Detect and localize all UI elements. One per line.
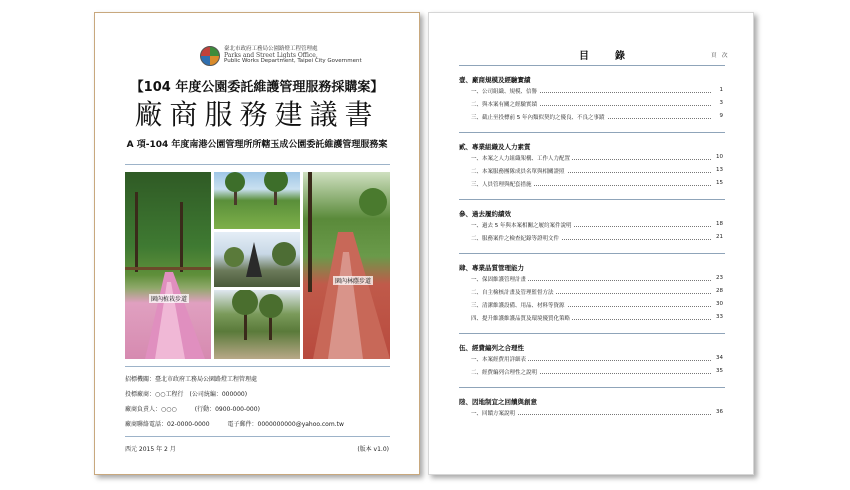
project-name: 【104 年度公園委託維護管理服務採購案】 xyxy=(130,80,384,95)
toc-entry-page: 13 xyxy=(716,167,723,173)
toc-entry[interactable] xyxy=(459,85,725,98)
toc-entry-page: 18 xyxy=(716,221,723,227)
logo-chinese-name: 臺北市政府工務局公園路燈工程管理處 xyxy=(224,46,318,53)
toc-entry-page: 28 xyxy=(716,288,723,294)
document-title: 廠商服務建議書 xyxy=(134,98,380,131)
toc-entry-page: 15 xyxy=(716,180,723,186)
toc-entry[interactable] xyxy=(459,178,725,191)
toc-entry-page: 10 xyxy=(716,154,723,160)
toc-entry-text: 三、清潔維護設備、用品、材料等資源 xyxy=(471,303,565,309)
logo-english-name-1: Parks and Street Lights Office, xyxy=(224,51,318,59)
toc-section-title: 伍、經費編列之合理性 xyxy=(459,344,524,352)
photo-caption-1: 園內植栽步道 xyxy=(151,296,188,303)
photo-plaza xyxy=(214,290,300,359)
toc-entry-page: 1 xyxy=(719,87,723,93)
toc-entry-page: 36 xyxy=(716,409,723,415)
cover-date: 西元 2015 年 2 月 xyxy=(125,446,176,453)
toc-section-title: 壹、廠商規模及經驗實績 xyxy=(459,76,531,84)
toc-entry-page: 23 xyxy=(716,275,723,281)
toc-entry-text: 二、自主檢核計畫及管理監督方法 xyxy=(471,290,554,296)
toc-entry[interactable] xyxy=(459,98,725,111)
toc-section-title: 肆、專業品質管理能力 xyxy=(459,264,524,272)
toc-entry[interactable] xyxy=(459,312,725,325)
toc-entry[interactable] xyxy=(459,353,725,366)
toc-entry[interactable] xyxy=(459,286,725,299)
toc-entry-text: 四、提升維護維護品質及環境優質化策略 xyxy=(471,316,571,322)
toc-entry-page: 9 xyxy=(719,113,723,119)
info-agency: 招標機關：臺北市政府工務局公園路燈工程管理處 xyxy=(125,376,258,383)
divider xyxy=(125,436,390,437)
toc-section xyxy=(459,65,725,132)
document-subtitle: A 項-104 年度南港公園管理所所轄玉成公園委託維護管理服務案 xyxy=(126,140,388,150)
toc-entry-text: 二、經費編列合理性之說明 xyxy=(471,370,538,376)
toc-entry[interactable] xyxy=(459,111,725,124)
photo-lawn xyxy=(214,172,300,229)
photo-caption-2: 園內林蔭步道 xyxy=(335,278,372,285)
toc-section xyxy=(459,333,725,387)
logo-english-name-2: Public Works Department, Taipei City Government xyxy=(224,58,362,65)
toc-entry[interactable] xyxy=(459,165,725,178)
toc-section xyxy=(459,253,725,333)
toc-entry-page: 33 xyxy=(716,314,723,320)
toc-entry[interactable] xyxy=(459,219,725,232)
toc-section-title: 貳、專業組織及人力素質 xyxy=(459,143,531,151)
toc-page xyxy=(428,12,754,475)
toc-entry-page: 3 xyxy=(719,100,723,106)
toc-title: 目 錄 xyxy=(579,51,633,62)
info-bidder: 投標廠商：○○工程行 (公司統編：000000) xyxy=(125,391,248,398)
toc-entry[interactable] xyxy=(459,152,725,165)
toc-entry-page: 35 xyxy=(716,368,723,374)
toc-entry-text: 三、人員管理與配套措施 xyxy=(471,182,532,188)
info-owner: 廠商負責人：○○○ (行動：0900-000-000) xyxy=(125,406,260,413)
toc-section xyxy=(459,387,725,428)
photo-shade-trail xyxy=(303,172,390,359)
office-logo xyxy=(200,46,362,66)
photo-sculpture xyxy=(214,232,300,287)
toc-entry-text: 一、本案之人力組織架構、工作人力配置 xyxy=(471,156,571,162)
divider xyxy=(125,366,390,367)
logo-emblem-icon xyxy=(200,46,220,66)
park-photo-collage xyxy=(125,172,390,359)
toc-section-title: 陸、因地制宜之回饋與創意 xyxy=(459,398,537,406)
toc-entry[interactable] xyxy=(459,299,725,312)
toc-entry-text: 一、公司組織、規模、信譽 xyxy=(471,89,538,95)
toc-entry-text: 一、回饋方案說明 xyxy=(471,411,516,417)
toc-list xyxy=(459,65,725,428)
info-contact: 廠商聯絡電話：02-0000-0000 電子郵件：0000000000@yahoo.com.tw xyxy=(125,421,344,428)
toc-section xyxy=(459,132,725,199)
toc-entry-text: 二、本案服務團隊成員名單與相關證照 xyxy=(471,169,565,175)
toc-entry-page: 21 xyxy=(716,234,723,240)
toc-entry-text: 一、保固維護管理計畫 xyxy=(471,277,527,283)
toc-entry[interactable] xyxy=(459,366,725,379)
toc-section xyxy=(459,199,725,253)
toc-entry-page: 34 xyxy=(716,355,723,361)
toc-entry-text: 二、服務案件之檢查紀錄等證明文件 xyxy=(471,236,560,242)
divider xyxy=(125,164,390,165)
toc-entry-text: 三、截止至投標前 5 年內類似契約之優良、不良之事蹟 xyxy=(471,115,605,121)
photo-plant-trail xyxy=(125,172,211,359)
toc-entry-text: 一、本案經費用詳細表 xyxy=(471,357,527,363)
toc-entry[interactable] xyxy=(459,273,725,286)
toc-section-title: 參、過去履約績效 xyxy=(459,210,511,218)
toc-page-label: 頁 次 xyxy=(711,53,728,59)
cover-page xyxy=(94,12,420,475)
toc-entry[interactable] xyxy=(459,232,725,245)
toc-entry-text: 一、過去 5 年與本案相關之履約案件說明 xyxy=(471,223,572,229)
cover-version: (版本 v1.0) xyxy=(357,446,389,453)
toc-entry-page: 30 xyxy=(716,301,723,307)
toc-entry-text: 二、與本案有關之經驗實績 xyxy=(471,102,538,108)
toc-entry[interactable] xyxy=(459,407,725,420)
